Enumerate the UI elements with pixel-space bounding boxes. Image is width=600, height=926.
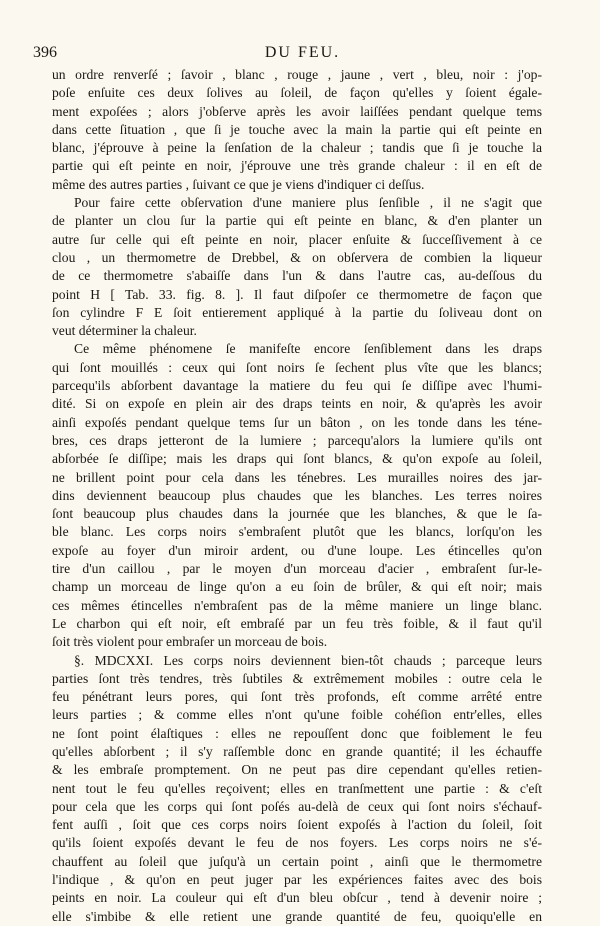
text-line: ces mêmes étincelles n'embraſent pas de la même maniere un linge blanc. [52, 597, 542, 613]
text-line: qu'ils ſoient expoſés devant le feu de nos foyers. Les corps noirs ne s'é- [52, 835, 542, 851]
text-line: qu'elles abſorbent ; il s'y raſſemble donc en grande quantité; il les échauffe [52, 743, 542, 759]
text-line: même des autres parties , ſuivant ce que je viens d'indiquer ci deſſus. [52, 176, 425, 192]
running-head: DU FEU. [264, 44, 341, 61]
text-line: expoſe au foyer d'un miroir ardent, ou d'une loupe. Les étincelles qu'on [52, 542, 542, 558]
text-line: Ce même phénomene ſe manifeſte encore ſenſiblement dans les draps [74, 341, 542, 357]
text-line: point H [ Tab. 33. fig. 8. ]. Il faut diſpoſer ce thermometre de façon que [52, 286, 542, 302]
text-line: champ un morceau de linge qu'on a eu ſoin de brûler, & qui eſt noir; mais [52, 579, 542, 595]
text-line: l'indique , & qu'on en peut juger par les expériences faites avec des bois [52, 872, 542, 888]
text-line: parties ſont très tendres, très ſubtiles & extrêmement mobiles : outre cela le [52, 670, 542, 686]
text-line: clou , un thermometre de Drebbel, & on obſervera de combien la liqueur [52, 249, 542, 265]
text-line: §. MDCXXI. Les corps noirs deviennent bien-tôt chauds ; parceque leurs [74, 652, 542, 668]
text-line: blanc, j'éprouve à peine la ſenſation de la chaleur ; tandis que ſi je touche la [52, 140, 542, 156]
text-line: bres, ces draps jetteront de la lumiere ; parcequ'alors la lumiere qu'ils ont [52, 432, 542, 448]
text-line: ment expoſées ; alors j'obſerve après les avoir laiſſées pendant quelque tems [52, 103, 542, 119]
text-line: peints en noir. La couleur qui eſt d'un bleu obſcur , tend à devenir noire ; [52, 890, 542, 906]
text-line: veut déterminer la chaleur. [52, 323, 197, 339]
text-line: feu pénétrant leurs pores, qui ſont très profonds, eſt comme arrêté entre [52, 689, 542, 705]
text-line: dans cette ſituation , que ſi je touche avec la main la partie qui eſt peinte en [52, 121, 542, 137]
text-line: fent auſſi , ſoit que ces corps noirs ſoient expoſés à l'action du ſoleil, ſoit [52, 817, 542, 833]
text-line: Pour faire cette obſervation d'une maniere plus ſenſible , il ne s'agit que [74, 195, 542, 211]
text-line: elle s'imbibe & elle retient une grande quantité de feu, quoiqu'elle en [52, 908, 542, 924]
text-line: poſe enſuite ces deux ſolives au ſoleil, de façon qu'elles y ſoient égale- [52, 85, 542, 101]
text-line: ſoit très violent pour embraſer un morceau de bois. [52, 634, 328, 650]
text-line: tire d'un caillou , par le moyen d'un morceau d'acier , embraſent ſur-le- [52, 561, 542, 577]
text-line: abſorbée ſe diſſipe; mais les draps qui ſont blancs, & qu'on expoſe au ſoleil, [52, 451, 542, 467]
text-line: ainſi expoſés pendant quelque tems ſur un bâton , on les tonde dans les téne- [52, 414, 542, 430]
text-line: de planter un clou ſur la partie qui eſt peinte en blanc, & d'en planter un [52, 213, 542, 229]
text-line: ne ſont point élaſtiques : elles ne repouſſent donc que foiblement le feu [52, 725, 542, 741]
text-line: un ordre renverſé ; ſavoir , blanc , rouge , jaune , vert , bleu, noir : j'op- [52, 67, 542, 82]
text-line: & les embraſe promptement. On ne peut pas dire cependant qu'elles retien- [52, 762, 542, 778]
text-line: autre ſur celle qui eſt peinte en noir, placer enſuite & ſucceſſivement à ce [52, 231, 542, 247]
page-header [33, 44, 572, 66]
text-line: dins deviennent beaucoup plus chaudes que les blanches. Les terres noires [52, 487, 542, 503]
text-line: ſont beaucoup plus chaudes dans la journée que les blanches, & que le ſa- [52, 506, 542, 522]
text-line: nent tout le feu qu'elles reçoivent; elles en tranſmettent une partie : & c'eſt [52, 780, 542, 796]
text-line: parcequ'ils abſorbent davantage la matiere du feu qui ſe diſſipe avec l'humi- [52, 378, 542, 394]
page-number: 396 [33, 44, 57, 61]
text-line: ble blanc. Les corps noirs s'embraſent plutôt que les blancs, lorſqu'on les [52, 524, 542, 540]
text-line: de ce thermometre s'abaiſſe dans l'un & dans l'autre cas, au-deſſous du [52, 268, 542, 284]
text-line: Le charbon qui eſt noir, eſt embraſé par un feu très foible, & il faut qu'il [52, 615, 542, 631]
text-line: ſon cylindre F E ſoit entierement appliqué à la partie du ſoliveau dont on [52, 304, 542, 320]
text-line: dité. Si on expoſe en plein air des draps teints en noir, & qu'après les avoir [52, 396, 542, 412]
text-line: ne brillent point pour cela dans les ténebres. Les murailles noires des jar- [52, 469, 542, 485]
text-line: pour cela que les corps qui ſont poſés au-delà de ceux qui ſont noirs s'échauf- [52, 798, 542, 814]
text-line: leurs parties ; & comme elles n'ont qu'une foible cohéſion entr'elles, elles [52, 707, 542, 723]
text-line: qui ſont mouillés : ceux qui ſont noirs ſe ſechent plus vîte que les blancs; [52, 359, 542, 375]
text-line: partie qui eſt peinte en noir, j'éprouve une très grande chaleur : il en eſt de [52, 158, 542, 174]
text-line: chauffent au ſoleil que juſqu'à un certain point , ainſi que le thermometre [52, 853, 542, 869]
body-text [52, 66, 542, 926]
